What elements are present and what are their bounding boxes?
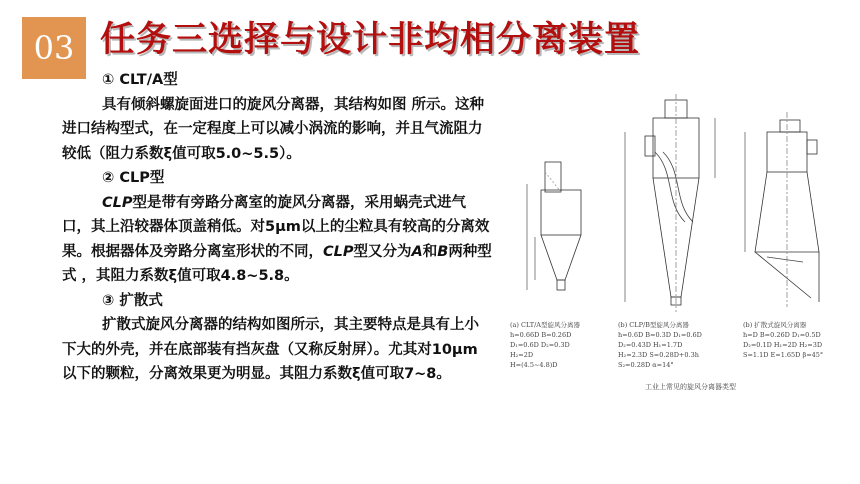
cyclone-drawings <box>505 92 845 317</box>
clp-b-caption: (b) CLP/B型旋风分离器 <box>618 321 689 329</box>
diffusion-caption-block <box>743 320 823 360</box>
clp-b-drawing <box>625 94 715 312</box>
clt-a-param-1: h=0.66D B=0.26D <box>510 331 572 339</box>
clt-a-param-3: H₂=2D <box>510 351 534 359</box>
paragraph-clp <box>62 191 492 289</box>
heading-diffusion: ③ 扩散式 <box>102 292 163 309</box>
paragraph-diffusion: 扩散式旋风分离器的结构如图所示，其主要特点是具有上小下大的外壳，并在底部装有挡灰盘（又称反射屏）。尤其对10μm以下的颗粒，分离效果更为明显。其阻力系数ξ值可取7~8。 <box>62 317 479 382</box>
clp-italic-2: CLP <box>323 243 354 260</box>
clt-a-param-2: D₁=0.6D D₂=0.3D <box>510 341 570 349</box>
heading-clt-a: ① CLT/A型 <box>102 72 178 88</box>
clp-italic: CLP <box>102 194 133 211</box>
page-title: 任务三选择与设计非均相分离装置 <box>100 20 641 60</box>
clt-a-drawing <box>527 162 581 290</box>
clp-text-b: 型又分为 <box>353 243 412 260</box>
diffusion-param-2: D₂=0.1D H₁=2D H₂=3D <box>743 341 823 349</box>
clp-b-param-4: S₂=0.28D α=14° <box>618 361 674 369</box>
clp-text-a: 型是带有旁路分离室的旋风分离器，采用蜗壳式进气口，其上沿较器体顶盖稍低。对5μm以上的尘粒具有较高的分离效果。根据器体及旁路分离室形状的不同， <box>62 194 490 260</box>
diffusion-drawing <box>745 112 819 307</box>
clp-text-c: 和 <box>422 243 438 260</box>
section-number-badge: 03 <box>22 17 86 79</box>
figure-footer: 工业上常见的旋风分离器类型 <box>645 383 736 391</box>
diffusion-param-1: h=D B=0.26D D₁=0.5D <box>743 331 821 339</box>
paragraph-clt-a: 具有倾斜螺旋面进口的旋风分离器，其结构如图 所示。这种进口结构型式，在一定程度上可以减小涡流的影响，并且气流阻力较低（阻力系数ξ值可取5.0~5.5）。 <box>62 96 485 162</box>
cyclone-figure <box>505 92 845 400</box>
clp-b-caption-block <box>618 320 702 370</box>
clp-b-param-3: H₂=2.3D S=0.28D+0.3h <box>618 351 699 359</box>
clt-a-param-4: H=(4.5~4.8)D <box>510 361 558 369</box>
clp-text-d: 两种型式 ，其阻力系数ξ值可取4.8~5.8。 <box>62 243 492 284</box>
diffusion-caption: (b) 扩散式旋风分离器 <box>743 321 807 329</box>
clt-a-caption-block <box>510 320 580 370</box>
heading-clp: ② CLP型 <box>102 170 165 186</box>
clt-a-caption: (a) CLT/A型旋风分离器 <box>510 321 580 329</box>
type-b-italic: B <box>437 243 449 260</box>
content-text <box>62 68 492 387</box>
diffusion-param-3: S=1.1D E=1.65D β=45° <box>743 351 824 359</box>
clp-b-param-2: D₂=0.43D H₁=1.7D <box>618 341 683 349</box>
type-a-italic: A <box>411 243 423 260</box>
clp-b-param-1: h=0.6D B=0.3D D₁=0.6D <box>618 331 702 339</box>
